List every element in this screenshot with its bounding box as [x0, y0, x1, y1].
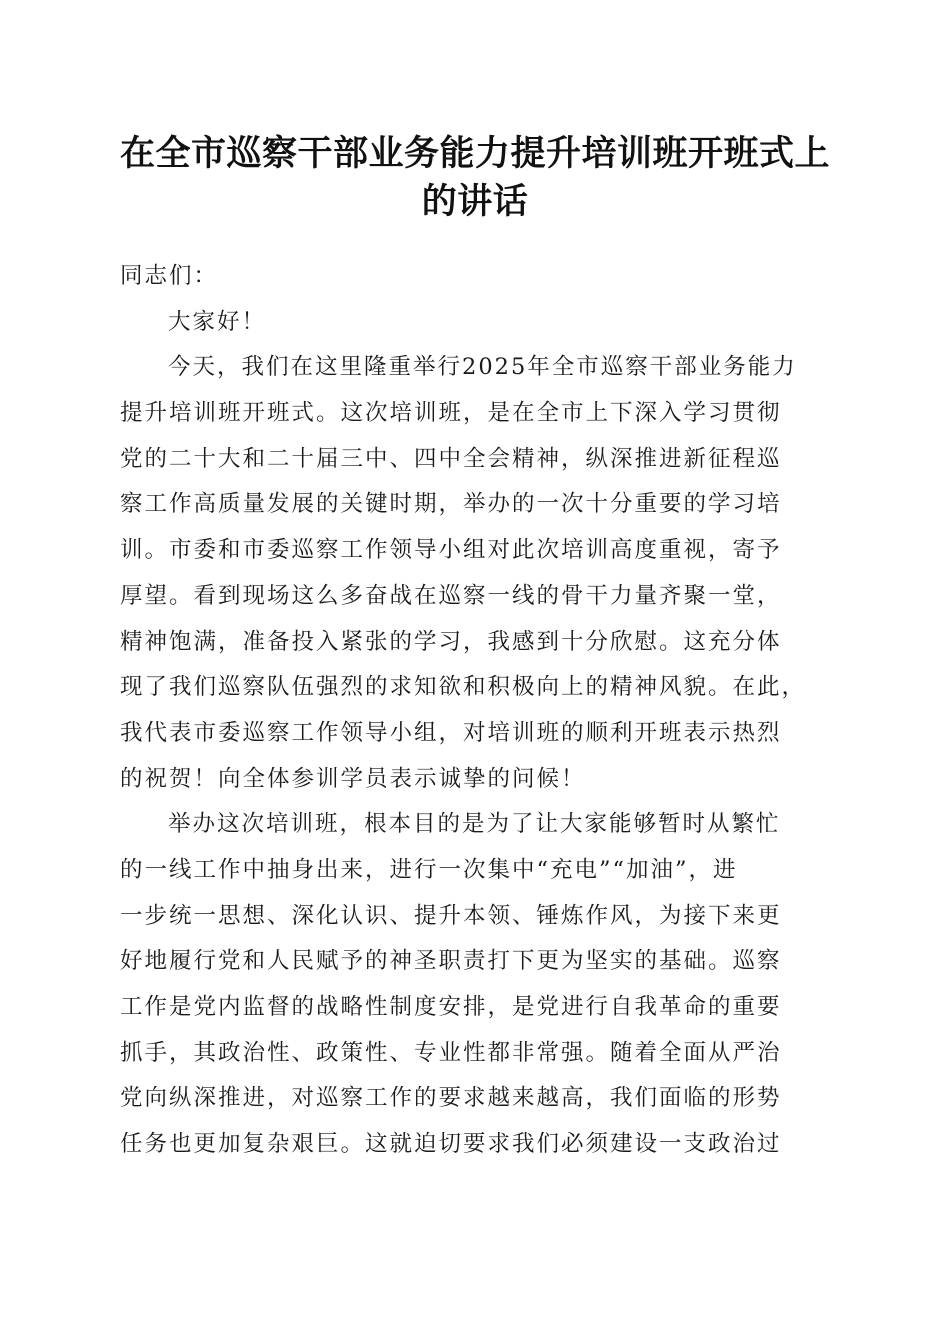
- paragraph-line: 察工作高质量发展的关键时期，举办的一次十分重要的学习培: [120, 491, 782, 518]
- title-line-1: 在全市巡察干部业务能力提升培训班开班式上: [119, 133, 830, 174]
- paragraph-line: 的一线工作中抽身出来，进行一次集中“充电”“加油”，进: [120, 856, 738, 883]
- document-body: [120, 254, 832, 1168]
- paragraph-line: 好地履行党和人民赋予的神圣职责打下更为坚实的基础。巡察: [120, 948, 782, 975]
- paragraph-line: 精神饱满，准备投入紧张的学习，我感到十分欣慰。这充分体: [120, 628, 782, 655]
- paragraph-line: 工作是党内监督的战略性制度安排，是党进行自我革命的重要: [120, 994, 782, 1020]
- paragraph-line: 我代表市委巡察工作领导小组，对培训班的顺利开班表示热烈: [120, 719, 782, 746]
- paragraph-line: 的祝贺！向全体参训学员表示诚挚的问候！: [120, 765, 586, 792]
- paragraph-2: [120, 802, 832, 1168]
- greeting: 大家好！: [168, 308, 267, 335]
- paragraph-line: 党的二十大和二十届三中、四中全会精神，纵深推进新征程巡: [120, 445, 782, 472]
- paragraph-line: 厚望。看到现场这么多奋战在巡察一线的骨干力量齐聚一堂，: [120, 582, 782, 609]
- title-line-2: 的讲话: [421, 181, 529, 222]
- paragraph-line: 一步统一思想、深化认识、提升本领、锤炼作风，为接下来更: [120, 902, 782, 929]
- paragraph-line: 举办这次培训班，根本目的是为了让大家能够暂时从繁忙: [168, 811, 781, 838]
- paragraph-1: [120, 345, 832, 802]
- paragraph-line: 现了我们巡察队伍强烈的求知欲和积极向上的精神风貌。在此，: [120, 674, 807, 701]
- paragraph-line: 训。市委和市委巡察工作领导小组对此次培训高度重视，寄予: [120, 537, 782, 564]
- paragraph-line: 提升培训班开班式。这次培训班，是在全市上下深入学习贯彻: [120, 400, 782, 427]
- salutation: 同志们：: [120, 263, 219, 289]
- paragraph-line: 抓手，其政治性、政策性、专业性都非常强。随着全面从严治: [120, 1039, 782, 1066]
- document-title: [100, 130, 850, 226]
- paragraph-line: 党向纵深推进，对巡察工作的要求越来越高，我们面临的形势: [120, 1085, 782, 1112]
- paragraph-line: 今天，我们在这里隆重举行2025年全市巡察干部业务能力: [168, 354, 797, 381]
- paragraph-line: 任务也更加复杂艰巨。这就迫切要求我们必须建设一支政治过: [120, 1131, 782, 1158]
